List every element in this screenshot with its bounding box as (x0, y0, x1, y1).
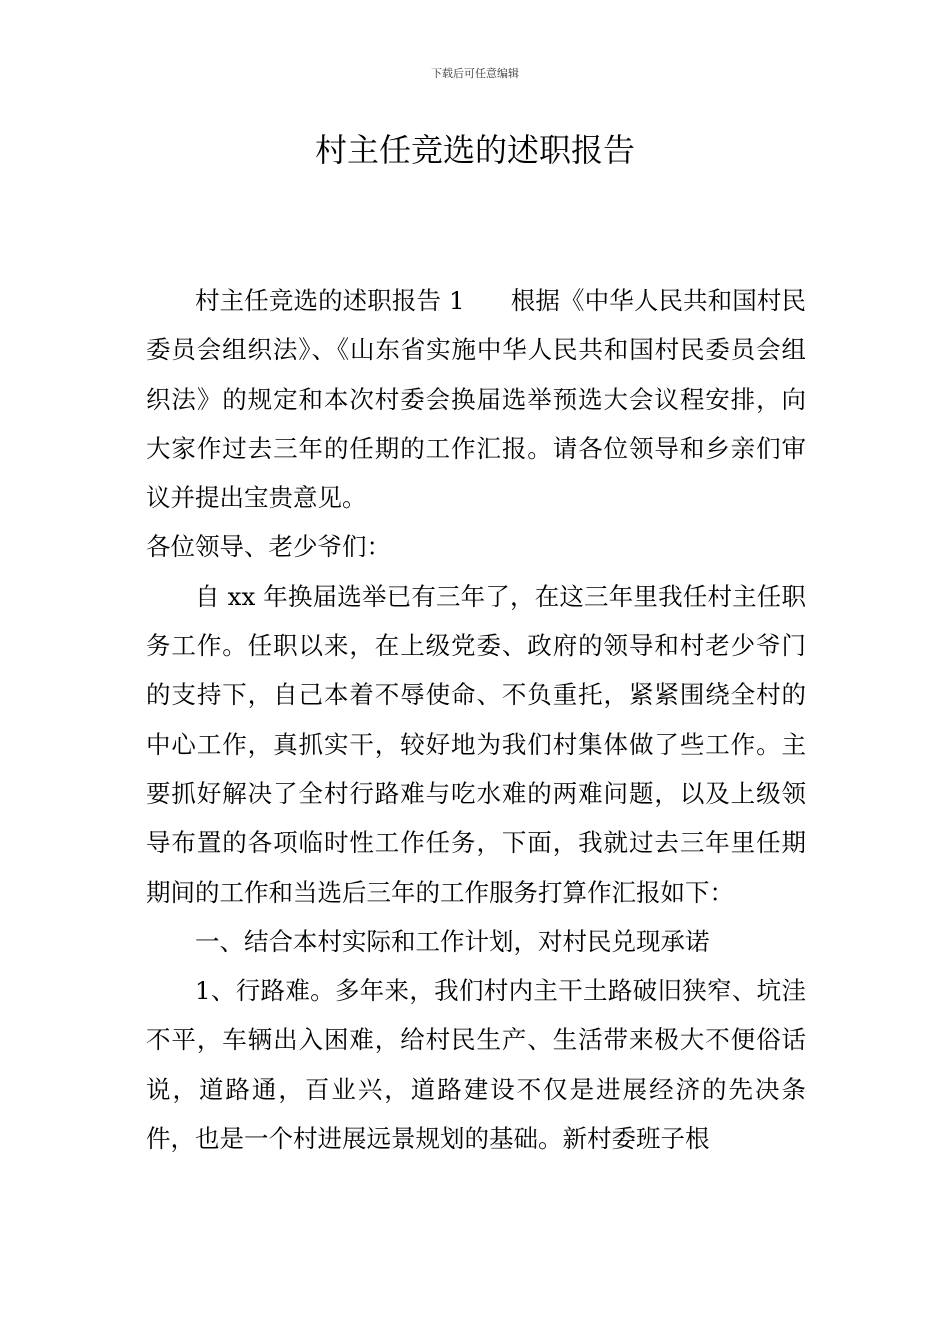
salutation: 各位领导、老少爷们： (146, 532, 391, 562)
section-heading: 一、结合本村实际和工作计划，对村民兑现承诺 (195, 926, 710, 956)
header-note: 下载后可任意编辑 (431, 67, 519, 80)
document-title: 村主任竞选的述职报告 (314, 131, 635, 169)
opening-label: 村主任竞选的述职报告 1 (195, 286, 465, 315)
opening-text: 根据《中华人民共和国村民委员会组织法》、《山东省实施中华人民共和国村民委员会组织法》的规定和本次村委会换届选举预选大会议程安排，向大家作过去三年的任期的工作汇报。请各位领导和乡亲们审议并提出宝贵意见。 (146, 286, 807, 513)
opening-paragraph (146, 276, 806, 522)
body-paragraph-2: 自 xx 年换届选举已有三年了，在这三年里我任村主任职务工作。任职以来，在上级党委、政府的领导和村老少爷门的支持下，自己本着不辱使命、不负重托，紧紧围绕全村的中心工作，真抓实干，较好地为我们村集体做了些工作。主要抓好解决了全村行路难与吃水难的两难问题，以及上级领导布置的各项临时性工作任务，下面，我就过去三年里任期期间的工作和当选后三年的工作服务打算作汇报如下： (146, 581, 806, 907)
document-body (146, 276, 806, 1163)
body-paragraph-3: 1、行路难。多年来，我们村内主干土路破旧狭窄、坑洼不平，车辆出入困难，给村民生产、生活带来极大不便俗话说，道路通，百业兴，道路建设不仅是进展经济的先决条件，也是一个村进展远景规划的基础。新村委班子根 (146, 976, 806, 1154)
